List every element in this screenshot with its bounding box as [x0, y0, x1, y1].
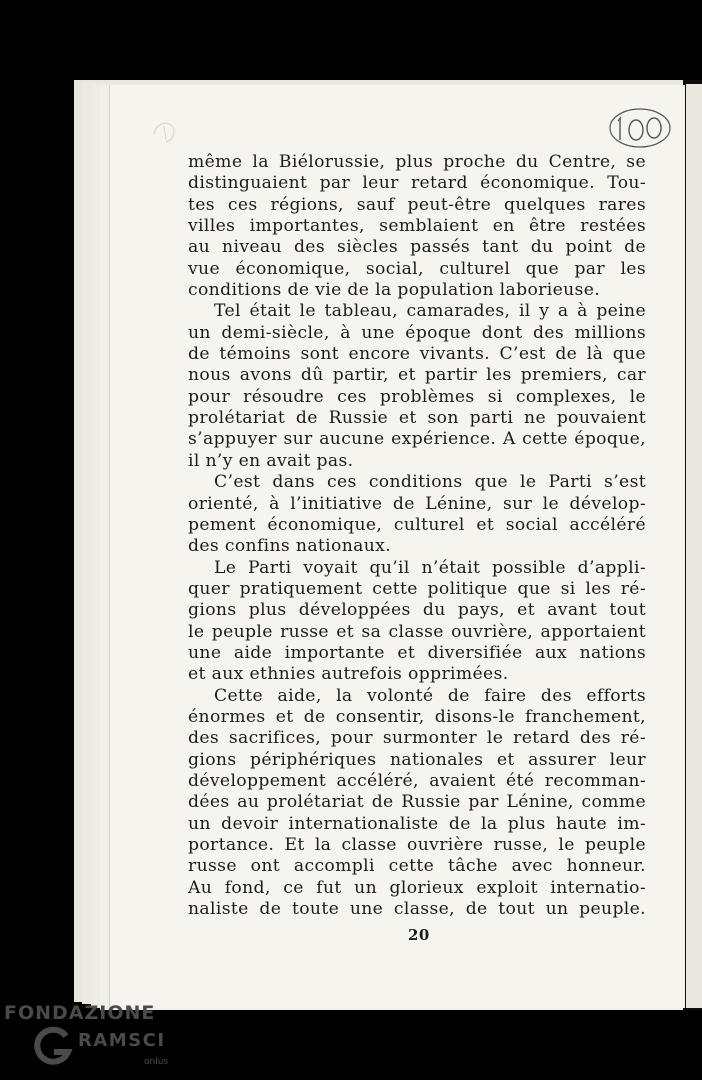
text-line: Au fond, ce fut un glorieux exploit internatio-: [188, 877, 646, 898]
watermark-line-1: FONDAZIONE: [4, 1002, 156, 1024]
watermark-suffix: onlus: [144, 1057, 169, 1067]
text-line: russe ont accompli cette tâche avec honneur.: [188, 856, 646, 877]
text-line: de témoins sont encore vivants. C’est de là que: [188, 344, 646, 365]
text-line: il n’y en avait pas.: [188, 450, 354, 471]
text-line: des confins nationaux.: [188, 536, 392, 557]
text-line: un demi-siècle, à une époque dont des millions: [188, 322, 646, 343]
text-line: tes ces régions, sauf peut-être quelques rares: [188, 194, 646, 215]
text-line: gions périphériques nationales et assurer leur: [188, 749, 646, 770]
text-line: pement économique, culturel et social accéléré: [188, 514, 646, 535]
text-line: et aux ethnies autrefois opprimées.: [188, 664, 509, 685]
text-line: Cette aide, la volonté de faire des efforts: [214, 685, 646, 706]
text-line: au niveau des siècles passés tant du point de: [188, 237, 646, 258]
text-line: un devoir internationaliste de la plus haute im-: [188, 813, 646, 834]
text-line: Le Parti voyait qu’il n’était possible d’appli-: [214, 557, 646, 578]
text-line: développement accéléré, avaient été recomman-: [188, 770, 646, 791]
faint-pencil-mark: [146, 112, 186, 152]
body-text: [188, 152, 646, 920]
text-line: distinguaient par leur retard économique. Tou-: [188, 173, 646, 194]
watermark-g-logo: [30, 1024, 74, 1068]
text-line: vue économique, social, culturel que par les: [188, 258, 646, 279]
handwritten-folio-number: [606, 104, 672, 150]
text-line: pour résoudre ces problèmes si complexes, le: [188, 386, 646, 407]
watermark-line-2: RAMSCI: [78, 1030, 166, 1051]
text-line: naliste de toute une classe, de tout un peuple.: [188, 899, 646, 920]
text-line: portance. Et la classe ouvrière russe, le peuple: [188, 835, 646, 855]
fondazione-gramsci-watermark: [4, 1002, 204, 1074]
text-line: dées au prolétariat de Russie par Lénine, comme: [188, 792, 646, 813]
text-line: nous avons dû partir, et partir les premiers, car: [188, 365, 646, 386]
text-line: orienté, à l’initiative de Lénine, sur le dévelop-: [188, 493, 646, 514]
text-line: énormes et de consentir, disons-le franchement,: [188, 706, 646, 727]
text-line: s’appuyer sur aucune expérience. A cette époque,: [188, 429, 646, 450]
text-line: quer pratiquement cette politique que si les ré-: [188, 578, 646, 599]
text-line: le peuple russe et sa classe ouvrière, apportaient: [188, 621, 646, 642]
facing-page-edge: [686, 84, 702, 1008]
text-line: conditions de vie de la population laborieuse.: [188, 280, 601, 301]
text-line: des sacrifices, pour surmonter le retard des ré-: [188, 728, 646, 749]
text-line: C’est dans ces conditions que le Parti s’est: [214, 472, 646, 493]
text-line: une aide importante et diversifiée aux nations: [188, 642, 646, 663]
text-line: villes importantes, semblaient en être restées: [188, 216, 646, 237]
text-line: gions plus développées du pays, et avant tout: [188, 600, 646, 621]
page-number: 20: [408, 926, 430, 944]
text-line: Tel était le tableau, camarades, il y a à peine: [214, 301, 646, 322]
text-line: prolétariat de Russie et son parti ne pouvaient: [188, 408, 646, 429]
text-line: même la Biélorussie, plus proche du Centre, se: [188, 152, 646, 172]
